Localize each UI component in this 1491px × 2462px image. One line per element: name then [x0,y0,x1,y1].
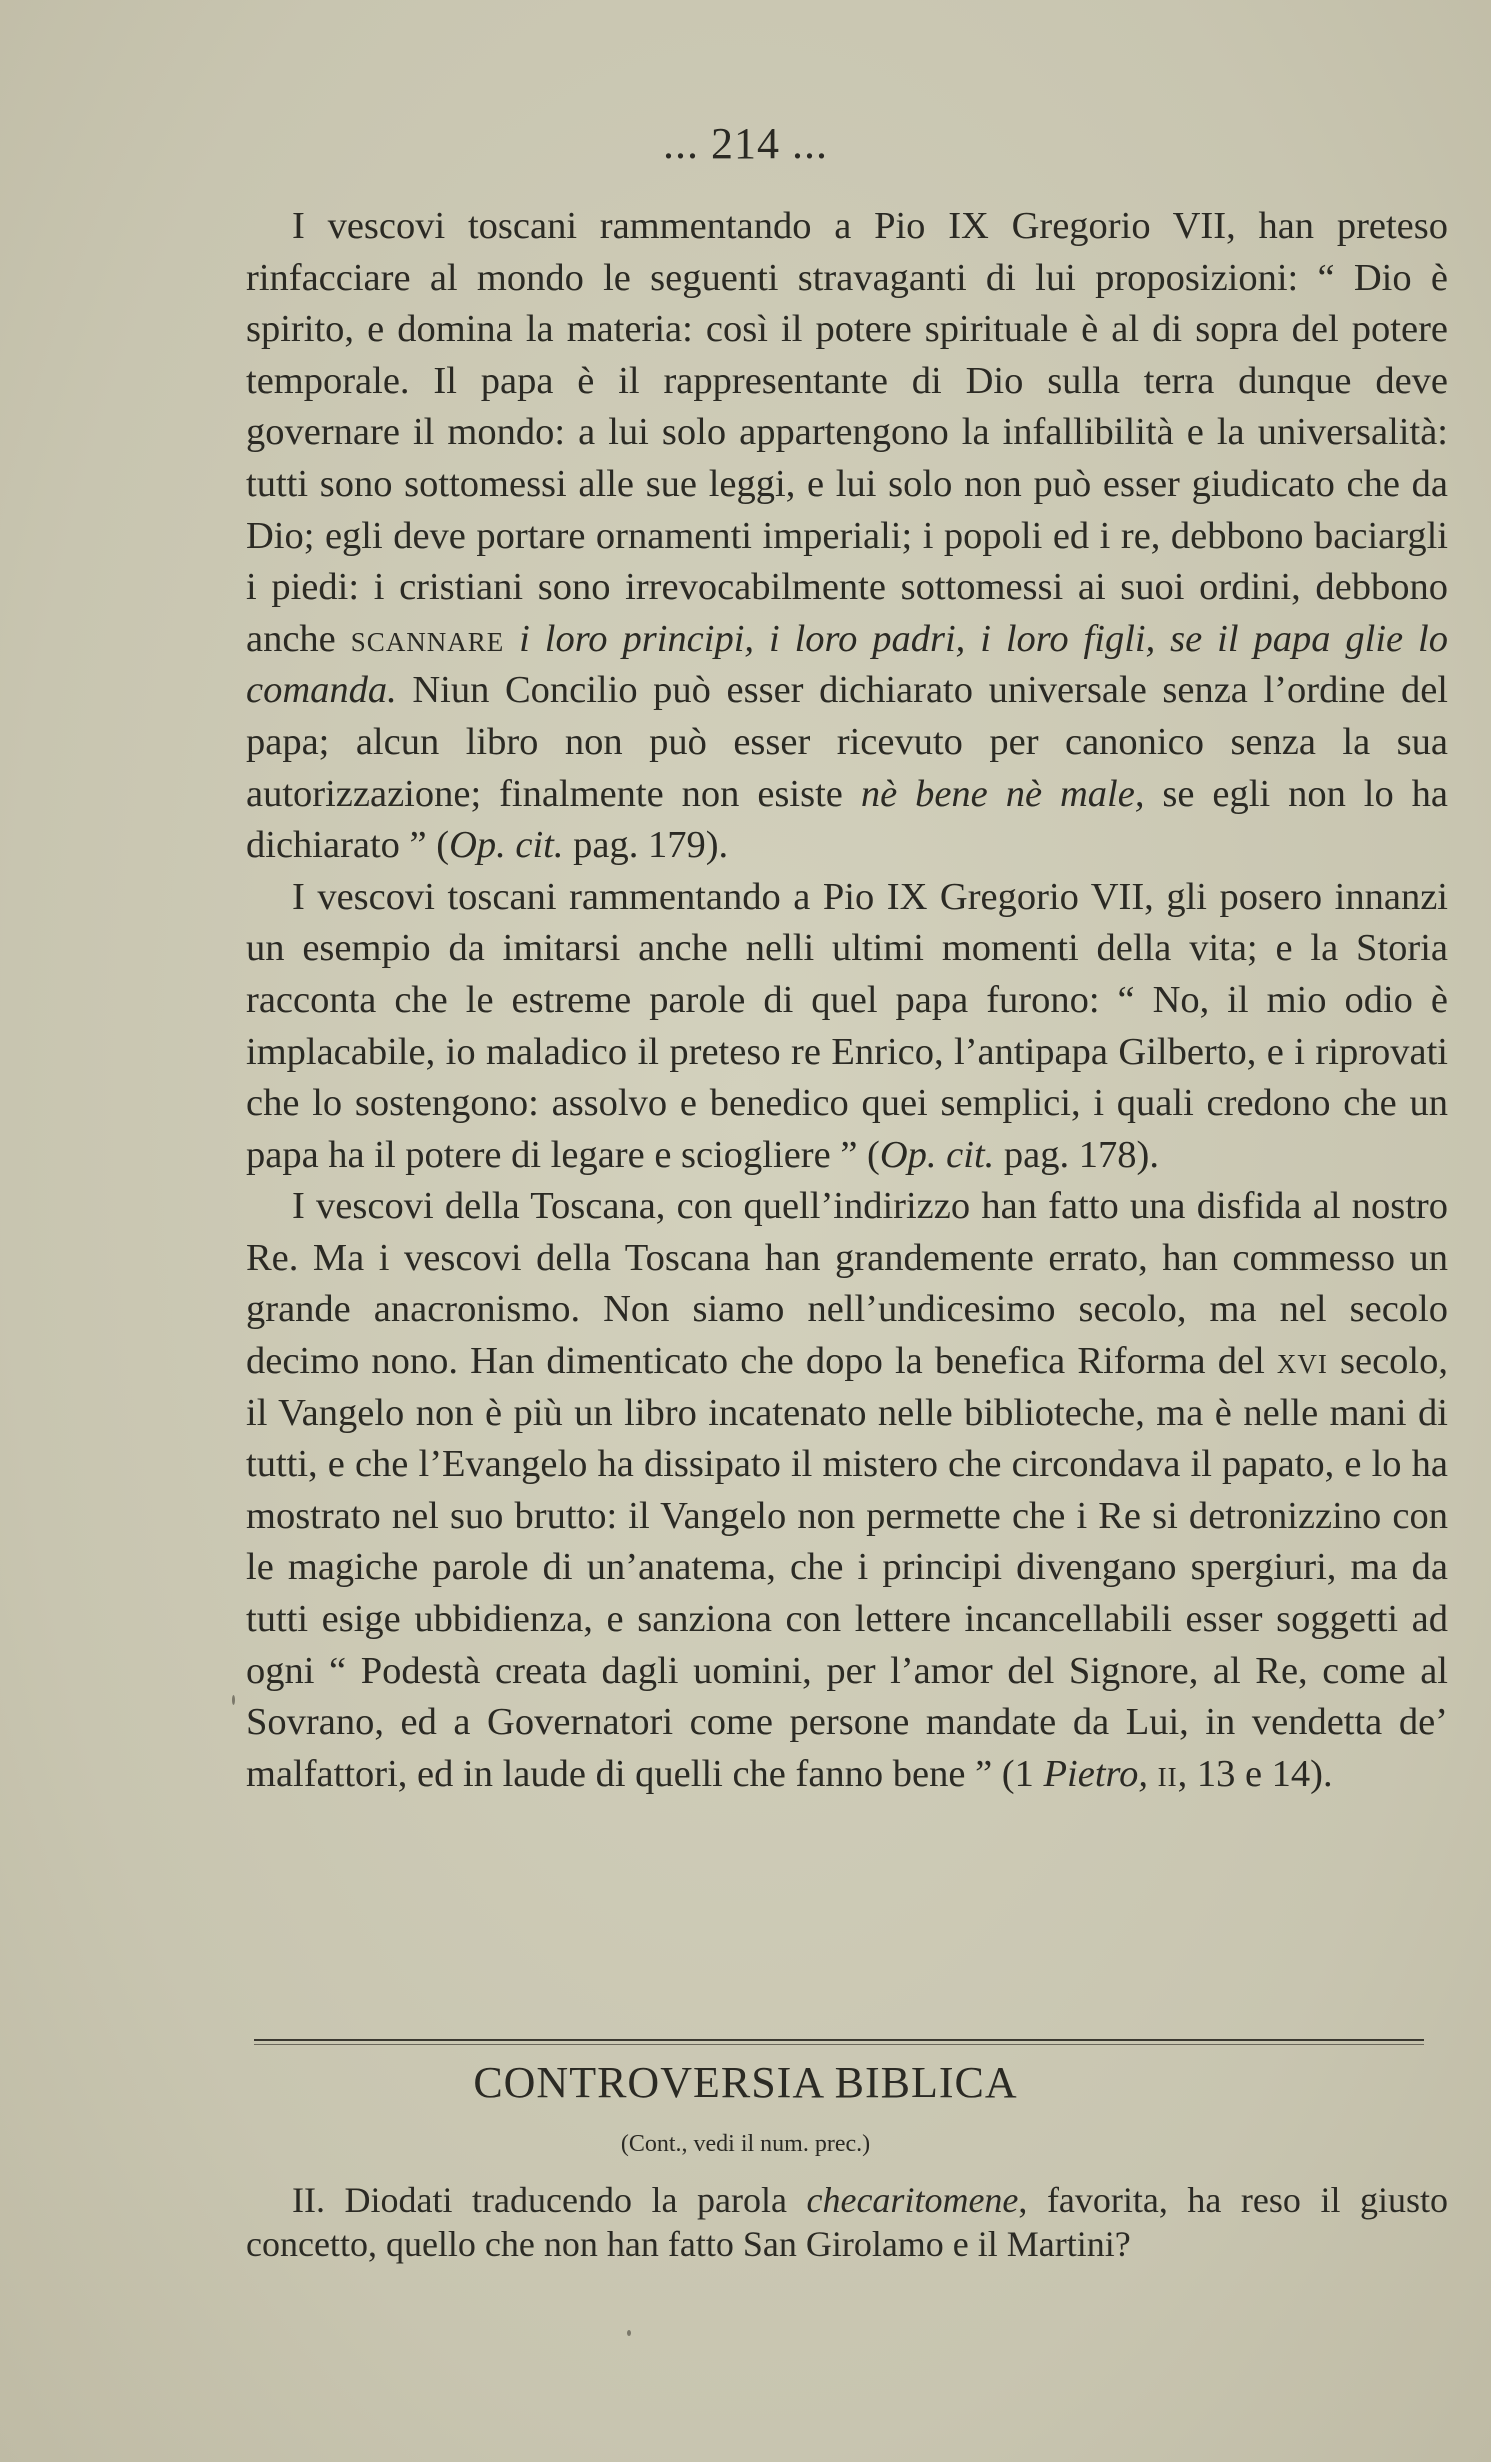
italic-text: nè bene nè male, [860,772,1145,815]
text-run: I vescovi toscani rammentando a Pio IX Gregorio VII, gli posero innanzi un esempio da imitarsi anche nelli ultimi momenti della vita; e la Storia racconta che le estreme parole di quel papa furono: “ No, il mio odio è implacabile, io maladico il preteso re Enrico, l’antipapa Gilberto, e i riprovati che lo sostengono: assolvo e benedico quei semplici, i quali credono che un papa ha il potere di legare e sciogliere ” ( [246,875,1448,1176]
section-title: CONTROVERSIA BIBLICA [473,2058,1018,2107]
paragraph-2 [246,872,1448,1182]
text-run: pag. 178). [994,1133,1159,1176]
italic-text: Op. cit. [449,824,564,867]
text-run: , favorita, ha reso il giusto concetto, quello che non han fatto San Girolamo e il Martini? [246,2180,1448,2264]
text-run: II. Diodati traducendo la parola [292,2180,807,2220]
italic-text: Op. cit. [879,1133,995,1176]
paragraph-3 [246,1181,1448,1800]
italic-text: i loro principi, i loro padri, i loro figli, se il papa glie lo comanda. [246,617,1449,712]
ink-speck [627,2330,631,2336]
text-run: I vescovi della Toscana, con quell’indirizzo han fatto una disfida al nostro Re. Ma i vescovi della Toscana han grandemente errato, han commesso un grande anacronismo. Non siamo nell’undicesimo secolo, ma nel secolo decimo nono. Han dimenticato che dopo la benefica Riforma del [246,1185,1448,1383]
small-caps-text: scannare [350,617,505,660]
text-run [1148,1753,1158,1795]
section-divider [254,2039,1424,2045]
section-text [246,2178,1448,2266]
text-run: Niun Concilio può esser dichiarato universale senza l’ordine del papa; alcun libro non può esser ricevuto per canonico senza la sua autorizzazione; finalmente non esiste [246,669,1448,815]
small-caps-text: xvi [1276,1340,1328,1383]
section-paragraph [246,2178,1448,2266]
text-run: I vescovi toscani rammentando a Pio IX Gregorio VII, han preteso rinfacciare al mondo le seguenti stravaganti di lui proposizioni: “ Dio è spirito, e domina la materia: così il potere spirituale è al di sopra del potere temporale. Il papa è il rappresentante di Dio sulla terra dunque deve governare il mondo: a lui solo appartengono la infallibilità e la universalità: tutti sono sottomessi alle sue leggi, e lui solo non può esser giudicato che da Dio; egli deve portare ornamenti imperiali; i popoli ed i re, debbono baciargli i piedi: i cristiani sono irrevocabilmente sottomessi ai suoi ordini, debbono anche [246,205,1448,660]
page-number: ... 214 ... [663,119,828,168]
paragraph-1 [246,201,1448,872]
section-note: (Cont., vedi il num. prec.) [620,2131,871,2157]
italic-text: checaritomene [806,2180,1019,2220]
italic-text: Pietro, [1043,1752,1148,1795]
text-run: secolo, il Vangelo non è più un libro incatenato nelle biblioteche, ma è nelle mani di tutti, e che l’Evangelo ha dissipato il mistero che circondava il papato, e lo ha mostrato nel suo brutto: il Vangelo non permette che i Re si detronizzino con le magiche parole di un’anatema, che i principi divengano spergiuri, ma da tutti esige ubbidienza, e sanziona con lettere incancellabili esser soggetti ad ogni “ Podestà creata dagli uomini, per l’amor del Signore, al Re, come al Sovrano, ed a Governatori come persone mandate da Lui, in vendetta de’ malfattori, ed in laude di quelli che fanno bene ” (1 [246,1340,1448,1795]
text-run: pag. 179). [563,824,729,867]
text-run: , 13 e 14). [1177,1752,1333,1795]
ink-speck [232,1695,235,1705]
main-text [246,201,1448,1800]
small-caps-text: ii [1157,1752,1178,1795]
text-run: se egli non lo ha dichiarato ” ( [246,772,1448,867]
